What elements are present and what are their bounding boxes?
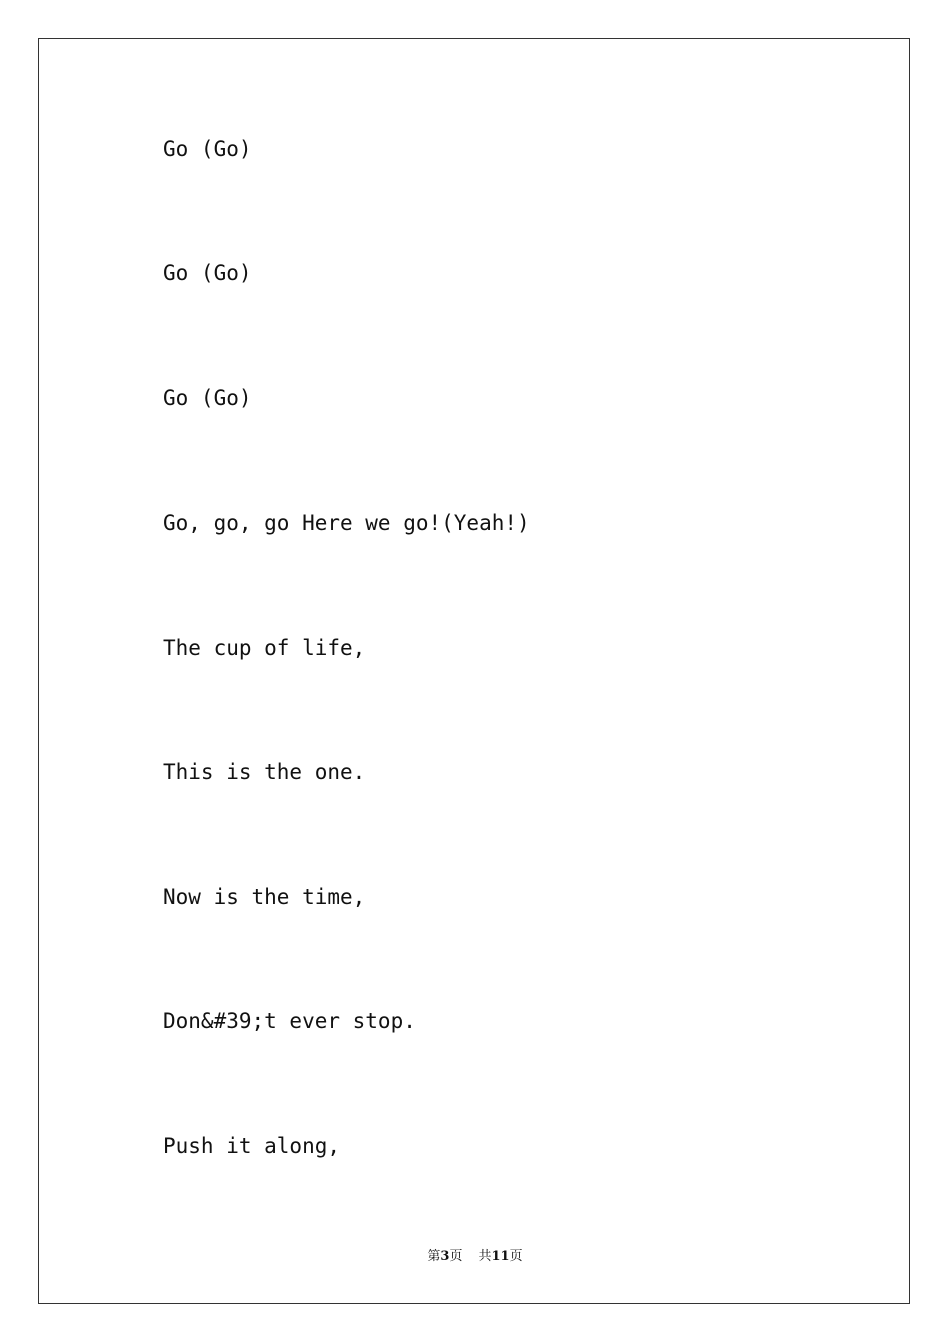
lyric-line-2: Go (Go) — [163, 261, 252, 285]
lyric-line-9: Push it along, — [163, 1134, 341, 1158]
page-footer — [0, 1248, 950, 1266]
lyric-line-1: Go (Go) — [163, 137, 252, 161]
page-number: 3 — [440, 1249, 450, 1264]
total-pages: 11 — [491, 1249, 510, 1264]
lyric-line-5: The cup of life, — [163, 636, 366, 660]
page-prefix: 第 — [427, 1249, 441, 1264]
lyric-line-8: Don&#39;t ever stop. — [163, 1009, 416, 1033]
page-border — [38, 38, 910, 1304]
lyric-line-6: This is the one. — [163, 760, 366, 784]
total-suffix: 页 — [509, 1249, 523, 1264]
page-suffix: 页 — [449, 1249, 463, 1264]
total-prefix: 共 — [478, 1249, 492, 1264]
lyric-line-3: Go (Go) — [163, 386, 252, 410]
lyric-line-7: Now is the time, — [163, 885, 366, 909]
lyric-line-4: Go, go, go Here we go!(Yeah!) — [163, 511, 530, 535]
